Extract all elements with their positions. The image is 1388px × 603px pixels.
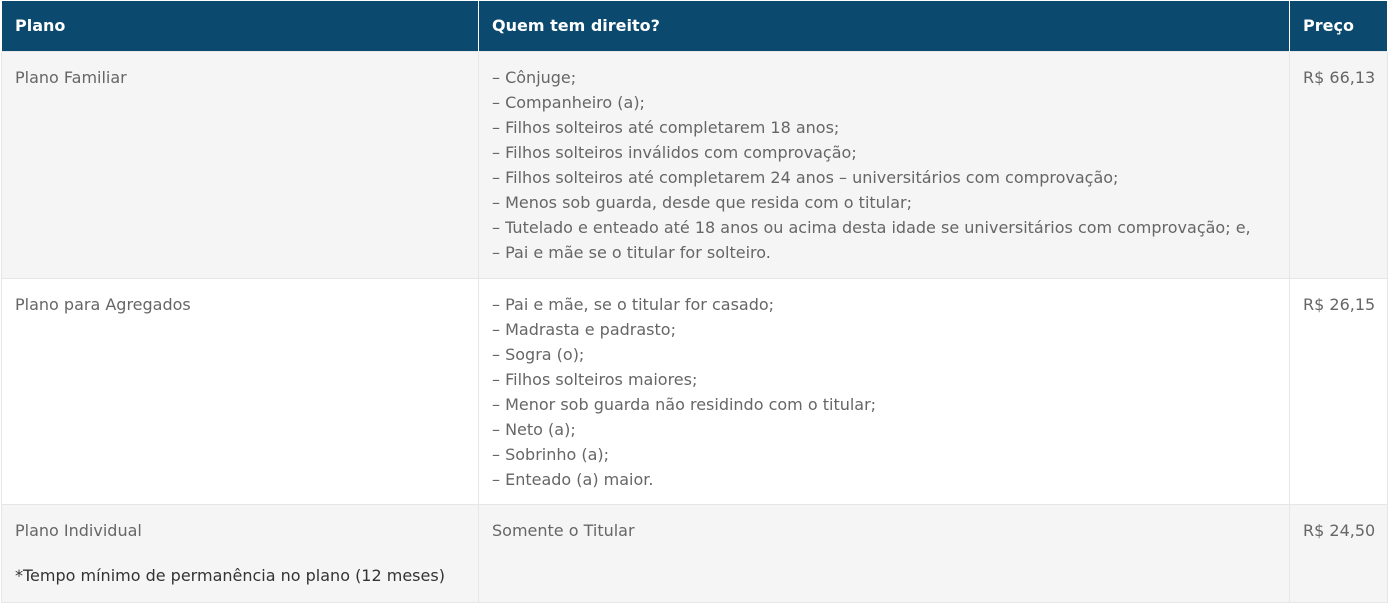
header-who: Quem tem direito? (479, 1, 1290, 51)
list-item: – Menor sob guarda não residindo com o titular; (492, 394, 877, 414)
table-body (2, 51, 1388, 602)
list-item: – Tutelado e enteado até 18 anos ou acima desta idade se universitários com comprovação; e, (492, 217, 1251, 237)
plan-cell (2, 51, 479, 278)
header-price: Preço (1290, 1, 1388, 51)
table-row (2, 278, 1388, 504)
list-item: – Pai e mãe se o titular for solteiro. (492, 242, 771, 262)
list-item: – Madrasta e padrasto; (492, 319, 676, 339)
list-item: – Cônjuge; (492, 67, 577, 87)
who-cell (479, 278, 1290, 504)
price-value: R$ 66,13 (1303, 67, 1376, 87)
plan-name: Plano para Agregados (15, 294, 191, 314)
plans-table (1, 1, 1388, 603)
header-row (2, 1, 1388, 51)
list-item: Somente o Titular (492, 520, 635, 540)
table-row (2, 51, 1388, 278)
list-item: – Filhos solteiros inválidos com comprovação; (492, 142, 857, 162)
who-list (492, 65, 1276, 265)
list-item: – Sobrinho (a); (492, 444, 610, 464)
header-plan: Plano (2, 1, 479, 51)
list-item: – Menos sob guarda, desde que resida com o titular; (492, 192, 913, 212)
plan-name: Plano Familiar (15, 67, 127, 87)
who-list (492, 292, 1276, 492)
permanence-note: *Tempo mínimo de permanência no plano (12 meses) (15, 565, 445, 585)
who-cell (479, 504, 1290, 602)
list-item: – Neto (a); (492, 419, 576, 439)
list-item: – Enteado (a) maior. (492, 469, 654, 489)
price-cell (1290, 504, 1388, 602)
price-value: R$ 26,15 (1303, 294, 1376, 314)
list-item: – Companheiro (a); (492, 92, 645, 112)
price-value: R$ 24,50 (1303, 520, 1376, 540)
table-header (2, 1, 1388, 51)
plan-name: Plano Individual (15, 520, 142, 540)
plan-cell (2, 504, 479, 602)
who-cell (479, 51, 1290, 278)
list-item: – Filhos solteiros até completarem 24 anos – universitários com comprovação; (492, 167, 1119, 187)
list-item: – Filhos solteiros até completarem 18 anos; (492, 117, 840, 137)
list-item: – Sogra (o); (492, 344, 585, 364)
list-item: – Pai e mãe, se o titular for casado; (492, 294, 775, 314)
who-list (492, 518, 1276, 543)
list-item: – Filhos solteiros maiores; (492, 369, 698, 389)
price-cell (1290, 278, 1388, 504)
plan-cell (2, 278, 479, 504)
price-cell (1290, 51, 1388, 278)
table-row (2, 504, 1388, 602)
